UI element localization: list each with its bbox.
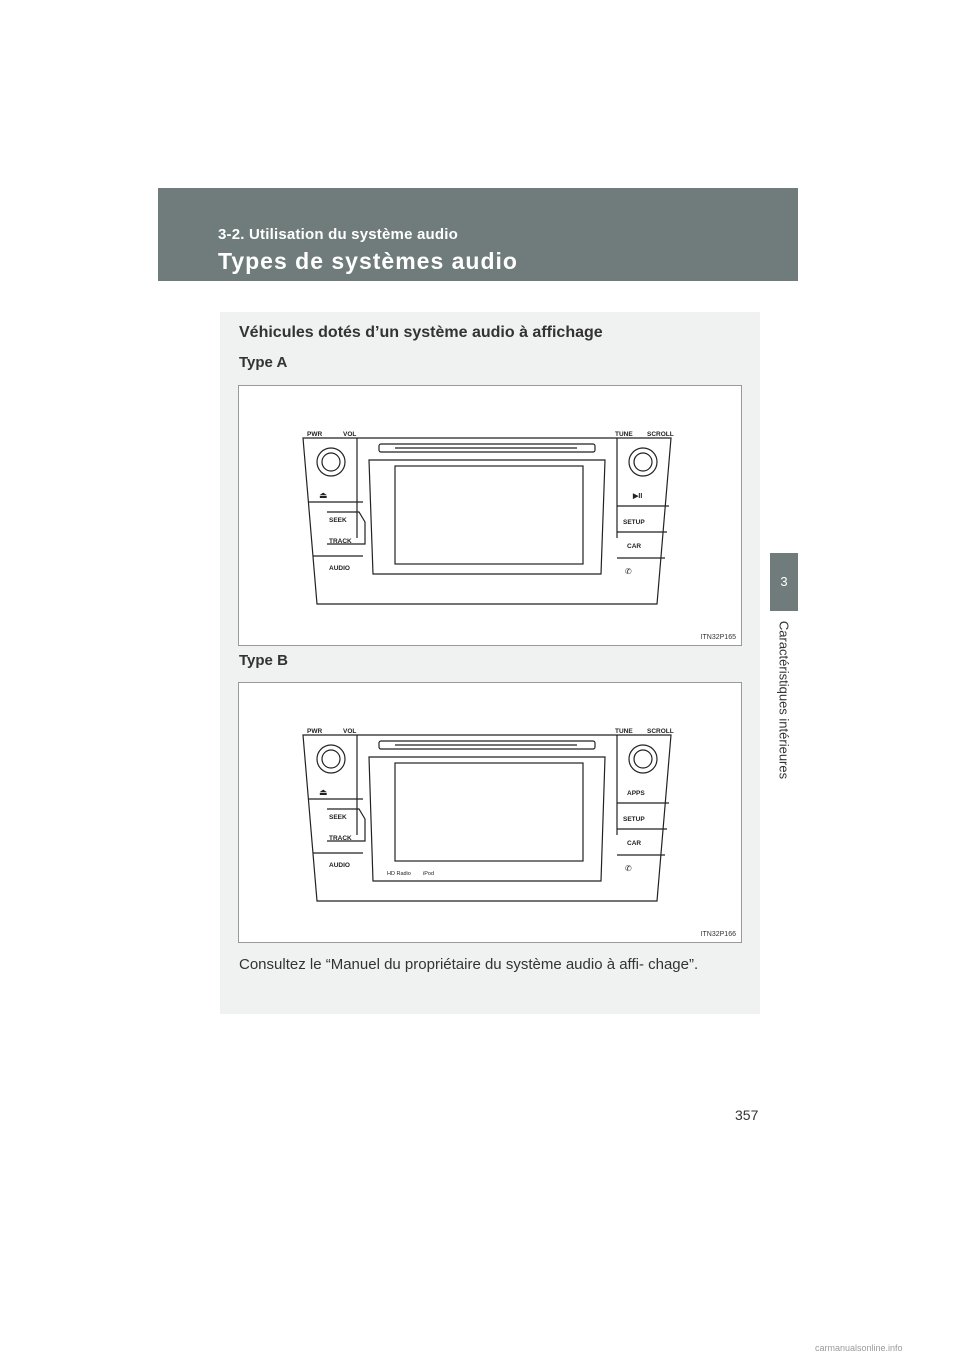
figure-type-b xyxy=(238,682,742,943)
seek-label: SEEK xyxy=(329,517,347,524)
apps-label: APPS xyxy=(627,790,645,797)
type-a-label: Type A xyxy=(239,354,288,371)
unit-outline xyxy=(303,735,671,901)
scroll-label: SCROLL xyxy=(647,728,674,735)
unit-outline xyxy=(303,438,671,604)
watermark: carmanualsonline.info xyxy=(815,1343,903,1353)
vol-label: VOL xyxy=(343,728,357,735)
play-pause-icon: ▶II xyxy=(633,493,643,500)
track-label: TRACK xyxy=(329,835,352,842)
tune-scroll-knob xyxy=(629,448,657,476)
chapter-tab: 3 xyxy=(770,553,798,611)
figure-code: ITN32P165 xyxy=(700,634,736,641)
pwr-label: PWR xyxy=(307,431,323,438)
audio-unit-type-b-illustration xyxy=(297,723,677,903)
figure-code: ITN32P166 xyxy=(700,931,736,938)
tune-scroll-knob xyxy=(629,745,657,773)
track-label: TRACK xyxy=(329,538,352,545)
car-label: CAR xyxy=(627,840,642,847)
type-b-label: Type B xyxy=(239,652,288,669)
tune-label: TUNE xyxy=(615,431,633,438)
display-screen xyxy=(395,466,583,564)
screen-bezel xyxy=(369,460,605,574)
ipod-logo: iPod xyxy=(423,871,435,877)
eject-icon: ⏏ xyxy=(319,490,328,500)
vol-label: VOL xyxy=(343,431,357,438)
content-box xyxy=(220,312,760,1014)
phone-icon: ✆ xyxy=(625,567,632,576)
screen-bezel xyxy=(369,757,605,881)
car-label: CAR xyxy=(627,543,642,550)
pwr-label: PWR xyxy=(307,728,323,735)
pwr-vol-knob xyxy=(317,745,345,773)
seek-label: SEEK xyxy=(329,814,347,821)
figure-type-a xyxy=(238,385,742,646)
chapter-header xyxy=(158,188,798,281)
audio-label: AUDIO xyxy=(329,862,350,869)
page-title: Types de systèmes audio xyxy=(218,248,518,274)
eject-icon: ⏏ xyxy=(319,787,328,797)
display-screen xyxy=(395,763,583,861)
section-label: 3-2. Utilisation du système audio xyxy=(218,226,458,243)
chapter-tab-label: Caractéristiques intérieures xyxy=(776,620,792,780)
box-heading: Véhicules dotés d’un système audio à affichage xyxy=(239,324,603,341)
note-text: Consultez le “Manuel du propriétaire du système audio à affi- chage”. xyxy=(239,956,699,973)
audio-label: AUDIO xyxy=(329,565,350,572)
setup-label: SETUP xyxy=(623,519,645,526)
tune-label: TUNE xyxy=(615,728,633,735)
page-number: 357 xyxy=(735,1107,759,1123)
scroll-label: SCROLL xyxy=(647,431,674,438)
audio-unit-type-a-illustration xyxy=(297,426,677,606)
pwr-vol-knob xyxy=(317,448,345,476)
hd-radio-logo: HD Radio xyxy=(387,871,411,877)
setup-label: SETUP xyxy=(623,816,645,823)
phone-icon: ✆ xyxy=(625,864,632,873)
